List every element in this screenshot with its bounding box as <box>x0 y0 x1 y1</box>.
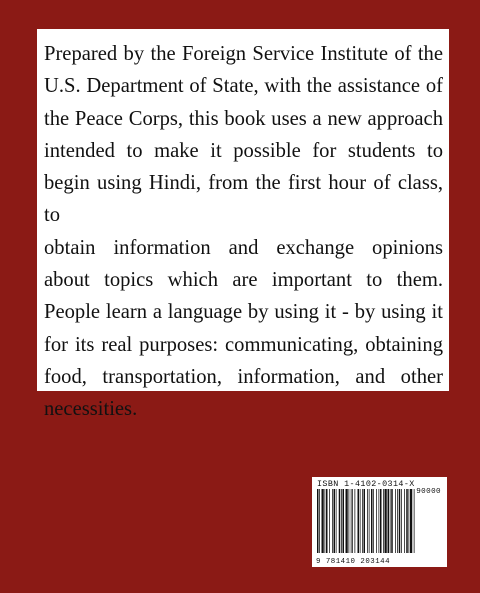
blurb-line: Prepared by the Foreign Service Institute of the <box>44 43 443 65</box>
blurb-panel <box>37 29 449 421</box>
blurb-line: the Peace Corps, this book uses a new approach <box>44 107 443 130</box>
blurb-line: for its real purposes: communicating, obtaining <box>44 333 443 356</box>
blurb-line: People learn a language by using it - by using it <box>44 301 443 324</box>
blurb-line: begin using Hindi, from the first hour of class, to <box>44 172 443 227</box>
blurb-line: food, transportation, information, and other <box>44 365 443 388</box>
blurb-line: necessities. <box>44 398 138 421</box>
price-code: 90000 <box>416 488 441 496</box>
blurb-line: obtain information and exchange opinions <box>44 236 443 259</box>
barcode-bars <box>316 489 443 555</box>
blurb-line: about topics which are important to them. <box>44 269 443 292</box>
ean-digits: 9 781410 203144 <box>316 558 391 566</box>
blurb-line: intended to make it possible for students to <box>44 139 443 162</box>
isbn-barcode <box>312 477 447 567</box>
blurb-line: U.S. Department of State, with the assistance of <box>44 75 443 98</box>
isbn-label: ISBN 1-4102-0314-X <box>317 479 415 489</box>
